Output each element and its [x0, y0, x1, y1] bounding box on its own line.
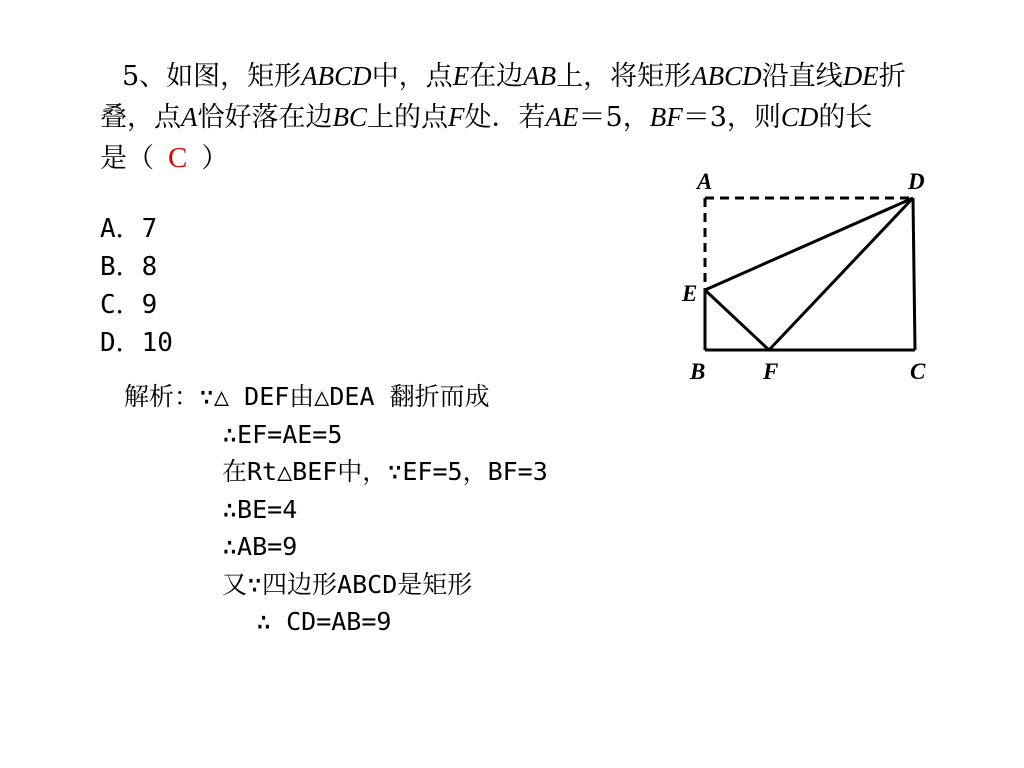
vertex-label-c: C [910, 359, 926, 384]
analysis-step: 又∵四边形ABCD是矩形 [222, 569, 473, 599]
geometry-figure [672, 160, 952, 390]
vertex-label-d: D [908, 169, 925, 194]
segment-ef [705, 290, 769, 350]
vertex-label-a: A [697, 169, 713, 194]
option-c: C．9 [100, 290, 158, 320]
analysis-heading: 解析：∵△ DEF由△DEA 翻折而成 [124, 382, 490, 411]
analysis-conclusion: ∴ CD=AB=9 [256, 607, 392, 636]
segment-ed [705, 198, 913, 290]
vertex-label-f: F [763, 359, 779, 384]
answer-letter: C [168, 142, 188, 174]
vertex-label-e: E [682, 281, 698, 306]
analysis-step: ∴EF=AE=5 [222, 419, 343, 449]
analysis-block [124, 378, 548, 641]
analysis-step: ∴BE=4 [222, 494, 298, 524]
edge-dc [913, 198, 915, 350]
option-b: B．8 [100, 252, 158, 282]
question-line-3: 是（ C ） [100, 142, 229, 174]
analysis-step: ∴AB=9 [222, 532, 298, 561]
question-line-2: 叠，点A恰好落在边BC上的点F处．若AE＝5，BF＝3，则CD的长 [100, 102, 873, 133]
option-d: D．10 [100, 328, 173, 358]
vertex-label-b: B [690, 359, 706, 384]
question-line-1: 5、如图，矩形ABCD中，点E在边AB上，将矩形ABCD沿直线DE折 [122, 61, 906, 92]
options-list [100, 210, 173, 362]
option-a: A．7 [100, 214, 158, 244]
segment-fd [769, 198, 913, 350]
analysis-step: 在Rt△BEF中，∵EF=5，BF=3 [222, 457, 548, 486]
